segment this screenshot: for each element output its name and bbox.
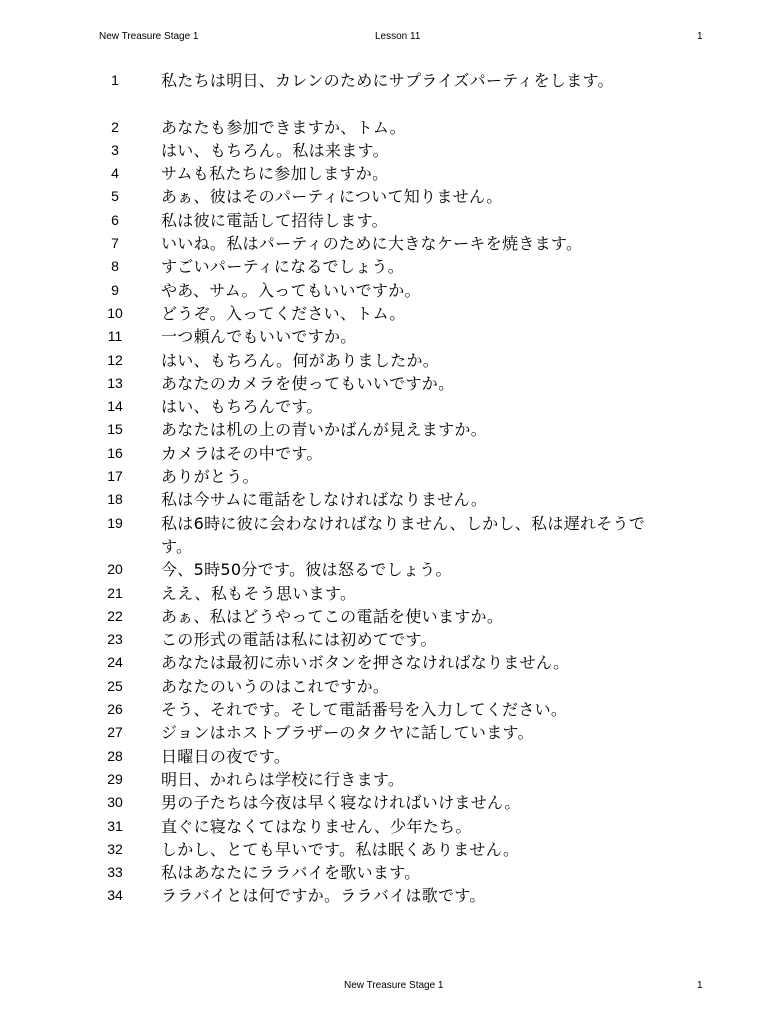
line-number: 12 [107, 351, 123, 368]
line-number: 32 [107, 840, 123, 857]
line-number: 5 [111, 188, 119, 205]
line-text: 一つ頼んでもいいですか。 [161, 327, 357, 347]
line-number: 6 [111, 211, 119, 228]
line-text: この形式の電話は私には初めてです。 [161, 630, 437, 650]
line-number: 9 [111, 281, 119, 298]
line-number: 24 [107, 654, 123, 671]
dialogue-line [0, 255, 768, 278]
line-number: 30 [107, 794, 123, 811]
dialogue-line [0, 69, 768, 116]
line-text: しかし、とても早いです。私は眠くありません。 [161, 839, 520, 859]
dialogue-line [0, 884, 768, 907]
dialogue-line [0, 185, 768, 208]
dialogue-line [0, 838, 768, 861]
line-text: いいね。私はパーティのために大きなケーキを焼きます。 [161, 234, 583, 254]
dialogue-line [0, 209, 768, 232]
line-number: 19 [107, 514, 123, 531]
header-title: New Treasure Stage 1 [99, 31, 199, 42]
line-text: そう、それです。そして電話番号を入力してください。 [161, 700, 568, 720]
dialogue-lines [0, 69, 768, 908]
dialogue-line [0, 232, 768, 255]
footer-page-number: 1 [697, 980, 703, 991]
line-number: 10 [107, 304, 123, 321]
footer-title: New Treasure Stage 1 [344, 980, 444, 991]
dialogue-line [0, 628, 768, 651]
dialogue-line [0, 861, 768, 884]
header-lesson: Lesson 11 [375, 31, 421, 42]
line-text: どうぞ。入ってください、トム。 [161, 303, 406, 323]
line-number: 31 [107, 817, 123, 834]
line-number: 16 [107, 444, 123, 461]
dialogue-line [0, 139, 768, 162]
line-number: 27 [107, 724, 123, 741]
line-text: やあ、サム。入ってもいいですか。 [161, 280, 421, 300]
line-text: 私は6時に彼に会わなければなりません、しかし、私は遅れそうです。 [161, 513, 646, 556]
line-number: 29 [107, 770, 123, 787]
dialogue-line [0, 418, 768, 441]
line-text: 私は今サムに電話をしなければなりません。 [161, 490, 488, 510]
line-text: サムも私たちに参加しますか。 [161, 164, 389, 184]
line-text: 日曜日の夜です。 [161, 746, 291, 766]
line-number: 7 [111, 235, 119, 252]
line-number: 17 [107, 468, 123, 485]
page-header [0, 30, 768, 44]
dialogue-line [0, 279, 768, 302]
dialogue-line [0, 815, 768, 838]
dialogue-line [0, 302, 768, 325]
line-number: 1 [111, 72, 119, 88]
line-number: 28 [107, 747, 123, 764]
line-text: あなたは最初に赤いボタンを押さなければなりません。 [161, 653, 570, 673]
line-text: 今、5時50分です。彼は怒るでしょう。 [161, 560, 452, 580]
line-text: カメラはその中です。 [161, 443, 323, 463]
dialogue-line [0, 465, 768, 488]
line-number: 2 [111, 118, 119, 135]
header-page-number: 1 [697, 31, 703, 42]
dialogue-line [0, 558, 768, 581]
line-number: 8 [111, 258, 119, 275]
line-number: 33 [107, 864, 123, 881]
line-text: 男の子たちは今夜は早く寝なければいけません。 [161, 793, 521, 813]
line-number: 13 [107, 374, 123, 391]
dialogue-line [0, 512, 768, 559]
dialogue-line [0, 116, 768, 139]
line-number: 21 [107, 584, 123, 601]
line-text: 私たちは明日、カレンのためにサプライズパーティをします。 [161, 71, 614, 90]
line-number: 20 [107, 561, 123, 578]
line-number: 34 [107, 887, 123, 904]
line-number: 23 [107, 631, 123, 648]
line-text: 私は彼に電話して招待します。 [161, 210, 388, 230]
line-number: 15 [107, 421, 123, 438]
dialogue-line [0, 651, 768, 674]
dialogue-line [0, 605, 768, 628]
line-text: 私はあなたにララバイを歌います。 [161, 863, 421, 883]
dialogue-line [0, 721, 768, 744]
line-text: ええ、私もそう思います。 [161, 583, 357, 603]
line-number: 26 [107, 701, 123, 718]
line-text: 明日、かれらは学校に行きます。 [161, 769, 405, 789]
dialogue-line [0, 395, 768, 418]
dialogue-line [0, 698, 768, 721]
line-text: ありがとう。 [161, 467, 259, 487]
dialogue-line [0, 162, 768, 185]
dialogue-line [0, 582, 768, 605]
dialogue-line [0, 745, 768, 768]
line-number: 14 [107, 398, 123, 415]
line-text: ジョンはホストブラザーのタクヤに話しています。 [161, 723, 534, 743]
page-footer [0, 979, 768, 993]
line-text: あぁ、私はどうやってこの電話を使いますか。 [161, 606, 504, 626]
dialogue-line [0, 349, 768, 372]
line-text: はい、もちろん。私は来ます。 [161, 140, 389, 160]
line-text: あなたも参加できますか、トム。 [161, 117, 406, 137]
line-text: あぁ、彼はそのパーティについて知りません。 [161, 187, 503, 207]
line-text: あなたのいうのはこれですか。 [161, 676, 390, 696]
line-number: 18 [107, 491, 123, 508]
line-number: 4 [111, 165, 119, 182]
dialogue-line [0, 791, 768, 814]
line-text: あなたのカメラを使ってもいいですか。 [161, 373, 455, 393]
dialogue-line [0, 675, 768, 698]
line-text: はい、もちろん。何がありましたか。 [161, 350, 440, 370]
dialogue-line [0, 442, 768, 465]
line-text: はい、もちろんです。 [161, 397, 323, 417]
line-number: 22 [107, 607, 123, 624]
line-text: 直ぐに寝なくてはなりません、少年たち。 [161, 816, 472, 836]
line-number: 3 [111, 141, 119, 158]
dialogue-line [0, 372, 768, 395]
line-text: ララバイとは何ですか。ララバイは歌です。 [161, 886, 486, 906]
dialogue-line [0, 488, 768, 511]
line-text: あなたは机の上の青いかばんが見えますか。 [161, 420, 488, 440]
line-number: 25 [107, 677, 123, 694]
dialogue-line [0, 768, 768, 791]
line-number: 11 [107, 328, 123, 345]
dialogue-line [0, 325, 768, 348]
line-text: すごいパーティになるでしょう。 [161, 257, 405, 277]
